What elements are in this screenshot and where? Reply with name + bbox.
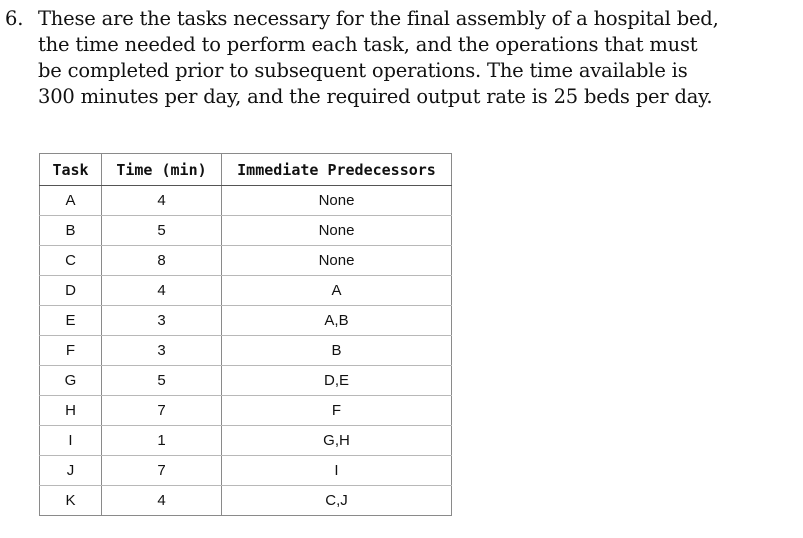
task-cell: J [40, 456, 102, 486]
task-cell: C [40, 246, 102, 276]
predecessors-cell: None [222, 216, 452, 246]
problem-text [38, 6, 748, 110]
time-cell: 7 [102, 456, 222, 486]
predecessors-cell: F [222, 396, 452, 426]
predecessors-cell: A,B [222, 306, 452, 336]
task-cell: F [40, 336, 102, 366]
time-cell: 1 [102, 426, 222, 456]
task-cell: E [40, 306, 102, 336]
task-cell: D [40, 276, 102, 306]
table-row [40, 336, 452, 366]
time-cell: 3 [102, 306, 222, 336]
time-cell: 7 [102, 396, 222, 426]
task-cell: G [40, 366, 102, 396]
table-row [40, 246, 452, 276]
table-row [40, 486, 452, 516]
table-row [40, 456, 452, 486]
task-cell: K [40, 486, 102, 516]
predecessors-cell: B [222, 336, 452, 366]
table-body [40, 186, 452, 516]
predecessors-cell: None [222, 246, 452, 276]
problem-line: 300 minutes per day, and the required output rate is 25 beds per day. [38, 85, 713, 108]
problem-line: These are the tasks necessary for the final assembly of a hospital bed, [38, 7, 719, 30]
predecessors-cell: G,H [222, 426, 452, 456]
predecessors-cell: A [222, 276, 452, 306]
table-row [40, 366, 452, 396]
time-cell: 5 [102, 216, 222, 246]
predecessors-cell: None [222, 186, 452, 216]
time-cell: 4 [102, 486, 222, 516]
time-cell: 4 [102, 186, 222, 216]
time-cell: 5 [102, 366, 222, 396]
problem-number: 6. [5, 7, 24, 30]
table-row [40, 306, 452, 336]
table-row [40, 396, 452, 426]
problem-line: the time needed to perform each task, and the operations that must [38, 33, 698, 56]
table-row [40, 186, 452, 216]
header-time: Time (min) [102, 154, 222, 186]
predecessors-cell: C,J [222, 486, 452, 516]
table-row [40, 276, 452, 306]
time-cell: 3 [102, 336, 222, 366]
time-cell: 8 [102, 246, 222, 276]
header-predecessors: Immediate Predecessors [222, 154, 452, 186]
header-task: Task [40, 154, 102, 186]
task-cell: I [40, 426, 102, 456]
table-header-row [40, 154, 452, 186]
table-row [40, 216, 452, 246]
task-cell: A [40, 186, 102, 216]
table-row [40, 426, 452, 456]
time-cell: 4 [102, 276, 222, 306]
problem-line: be completed prior to subsequent operations. The time available is [38, 59, 688, 82]
task-cell: H [40, 396, 102, 426]
predecessors-cell: I [222, 456, 452, 486]
task-cell: B [40, 216, 102, 246]
problem-statement [5, 6, 795, 110]
predecessors-cell: D,E [222, 366, 452, 396]
task-table [39, 153, 452, 516]
